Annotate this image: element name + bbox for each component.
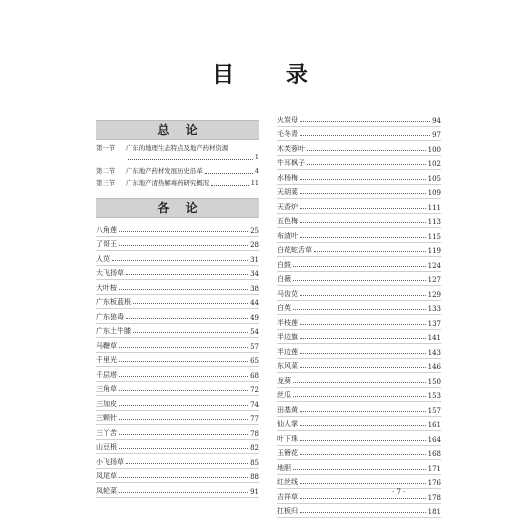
entry-name: 白花蛇舌草: [277, 246, 312, 254]
leader-dots: [119, 231, 248, 232]
toc-entry[interactable]: [96, 469, 259, 484]
entry-page: 127: [427, 276, 441, 284]
entry-page: 133: [427, 305, 441, 313]
entry-page: 28: [250, 241, 259, 249]
entry-page: 57: [250, 342, 259, 351]
toc-entry[interactable]: [277, 243, 441, 258]
entry-page: 150: [427, 377, 441, 386]
entry-name: 半边莲: [277, 347, 298, 356]
leader-dots: [293, 266, 426, 267]
entry-name: 毛冬青: [277, 130, 298, 138]
entry-page: 111: [427, 203, 441, 212]
toc-entry[interactable]: [96, 411, 259, 426]
leader-dots: [119, 448, 248, 449]
right-entry-list: [277, 112, 441, 518]
toc-entry[interactable]: [277, 431, 441, 446]
entry-name: 三颗针: [96, 414, 117, 422]
leader-dots: [300, 483, 426, 484]
entry-name: 大叶桉: [96, 283, 117, 292]
entry-name: 龙葵: [277, 376, 291, 385]
toc-entry[interactable]: [96, 454, 259, 469]
leader-dots: [307, 150, 426, 151]
leader-dots: [128, 159, 253, 160]
toc-entry[interactable]: [277, 127, 441, 142]
entry-page: 171: [427, 464, 441, 473]
chapter-page: 11: [250, 179, 259, 187]
entry-page: 82: [250, 444, 259, 452]
page-title: 目 录: [212, 63, 330, 88]
entry-page: 168: [427, 450, 441, 458]
entry-page: 72: [250, 386, 259, 394]
toc-entry[interactable]: [277, 388, 441, 403]
toc-entry[interactable]: [277, 286, 441, 301]
toc-entry[interactable]: [96, 251, 259, 266]
leader-dots: [211, 185, 249, 186]
leader-dots: [126, 318, 248, 319]
leader-dots: [300, 338, 426, 339]
entry-name: 人苋: [96, 254, 110, 263]
entry-page: 88: [250, 473, 259, 481]
toc-entry[interactable]: [96, 396, 259, 411]
entry-name: 布渣叶: [277, 231, 298, 240]
toc-entry[interactable]: [277, 214, 441, 229]
left-entry-list: [96, 222, 259, 498]
leader-dots: [300, 454, 426, 455]
toc-entry[interactable]: [96, 237, 259, 252]
chapter-number: 第三节: [96, 179, 116, 187]
entry-page: 54: [250, 328, 259, 336]
entry-page: 85: [250, 458, 259, 467]
leader-dots: [119, 245, 248, 246]
leader-dots: [300, 135, 430, 136]
entry-name: 地胆: [277, 463, 291, 472]
leader-dots: [300, 237, 426, 238]
toc-entry[interactable]: [277, 475, 441, 490]
leader-dots: [119, 419, 248, 420]
toc-entry[interactable]: [277, 185, 441, 200]
entry-name: 田基黄: [277, 405, 298, 414]
entry-name: 仙人掌: [277, 420, 298, 428]
entry-name: 半边旗: [277, 333, 298, 341]
entry-name: 天胡荽: [277, 188, 298, 196]
entry-page: 49: [250, 313, 259, 322]
chapter-item[interactable]: [96, 144, 259, 153]
chapter-list: [96, 144, 259, 188]
toc-entry[interactable]: [277, 156, 441, 171]
leader-dots: [205, 173, 253, 174]
leader-dots: [300, 353, 426, 354]
entry-page: 124: [427, 261, 441, 270]
entry-page: 105: [427, 174, 441, 183]
entry-page: 74: [250, 400, 259, 409]
entry-page: 161: [427, 421, 441, 429]
toc-entry[interactable]: [96, 367, 259, 382]
entry-name: 红丝线: [277, 478, 298, 486]
entry-page: 137: [427, 319, 441, 328]
leader-dots: [119, 376, 248, 377]
entry-page: 91: [250, 487, 259, 496]
entry-page: 77: [250, 415, 259, 423]
leader-dots: [300, 295, 426, 296]
entry-name: 小飞扬草: [96, 457, 124, 466]
chapter-title: 广东地产清热解毒药研究概况: [126, 179, 210, 187]
chapter-title: 广东的地理生态特点及地产药材资源: [126, 144, 229, 152]
toc-entry[interactable]: [277, 489, 441, 504]
entry-name: 白鼓: [277, 260, 291, 269]
leader-dots: [300, 179, 426, 180]
leader-dots: [300, 121, 430, 122]
section-heading-details: 各 论: [96, 198, 259, 218]
toc-entry[interactable]: [277, 112, 441, 127]
toc-entry[interactable]: [277, 141, 441, 156]
entry-page: 146: [427, 363, 441, 371]
entry-name: 东风菜: [277, 362, 298, 370]
entry-name: 扛板归: [277, 507, 298, 515]
chapter-page: 4: [254, 167, 259, 175]
left-column: [96, 120, 259, 498]
entry-name: 凤轮菜: [96, 486, 117, 495]
leader-dots: [300, 440, 426, 441]
entry-name: 八角莲: [96, 225, 117, 234]
entry-name: 广东板蓝根: [96, 298, 131, 306]
page-number: · 7 ·: [392, 488, 406, 496]
chapter-number: 第一节: [96, 144, 116, 152]
toc-entry[interactable]: [96, 483, 259, 498]
toc-entry[interactable]: [96, 382, 259, 397]
entry-name: 叶下珠: [277, 434, 298, 443]
entry-page: 181: [427, 508, 441, 516]
leader-dots: [300, 208, 426, 209]
leader-dots: [300, 512, 426, 513]
toc-entry[interactable]: [96, 280, 259, 295]
toc-entry[interactable]: [96, 338, 259, 353]
entry-name: 水杨梅: [277, 173, 298, 182]
entry-page: 25: [250, 226, 259, 235]
entry-page: 68: [250, 371, 259, 380]
chapter-leader: [96, 153, 259, 162]
entry-name: 千层塔: [96, 370, 117, 379]
entry-name: 千里光: [96, 356, 117, 364]
entry-page: 143: [427, 348, 441, 357]
leader-dots: [300, 498, 426, 499]
toc-entry[interactable]: [277, 228, 441, 243]
leader-dots: [307, 164, 426, 165]
entry-name: 白薇: [277, 275, 291, 283]
leader-dots: [314, 251, 426, 252]
toc-entry[interactable]: [277, 373, 441, 388]
entry-page: 38: [250, 284, 259, 293]
toc-entry[interactable]: [277, 344, 441, 359]
leader-dots: [293, 382, 426, 383]
section-heading-overview: 总 论: [96, 120, 259, 140]
leader-dots: [300, 411, 426, 412]
entry-name: 天香炉: [277, 202, 298, 211]
toc-entry[interactable]: [277, 272, 441, 287]
leader-dots: [300, 425, 426, 426]
entry-name: 牛耳枫子: [277, 159, 305, 167]
entry-name: 马鞭草: [96, 341, 117, 350]
entry-name: 吉祥草: [277, 492, 298, 501]
leader-dots: [293, 396, 426, 397]
leader-dots: [119, 492, 248, 493]
entry-name: 三角草: [96, 385, 117, 393]
toc-entry[interactable]: [277, 402, 441, 417]
entry-name: 山豆根: [96, 443, 117, 451]
leader-dots: [112, 260, 248, 261]
leader-dots: [119, 361, 248, 362]
entry-page: 100: [427, 145, 441, 154]
leader-dots: [133, 332, 248, 333]
entry-name: 五色梅: [277, 217, 298, 225]
entry-name: 丝瓜: [277, 391, 291, 399]
toc-entry[interactable]: [277, 315, 441, 330]
leader-dots: [300, 222, 426, 223]
toc-entry[interactable]: [96, 425, 259, 440]
entry-page: 109: [427, 189, 441, 197]
entry-page: 78: [250, 429, 259, 438]
entry-name: 凤尾草: [96, 472, 117, 480]
toc-entry[interactable]: [96, 309, 259, 324]
toc-entry[interactable]: [96, 222, 259, 237]
leader-dots: [300, 367, 426, 368]
entry-page: 176: [427, 479, 441, 487]
toc-entry[interactable]: [277, 417, 441, 432]
entry-page: 178: [427, 493, 441, 502]
toc-entry[interactable]: [277, 257, 441, 272]
entry-page: 34: [250, 270, 259, 278]
leader-dots: [119, 477, 248, 478]
toc-entry[interactable]: [277, 199, 441, 214]
entry-name: 半枝莲: [277, 318, 298, 327]
entry-page: 153: [427, 392, 441, 400]
leader-dots: [119, 434, 248, 435]
toc-entry[interactable]: [96, 440, 259, 455]
entry-page: 141: [427, 334, 441, 342]
chapter-title: 广东地产药材发展历史沿革: [126, 167, 203, 175]
leader-dots: [119, 347, 248, 348]
leader-dots: [119, 390, 248, 391]
entry-page: 113: [427, 218, 441, 226]
entry-page: 97: [432, 131, 441, 139]
chapter-page: 1: [254, 153, 259, 161]
leader-dots: [300, 193, 426, 194]
leader-dots: [126, 463, 248, 464]
entry-page: 164: [427, 435, 441, 444]
entry-page: 31: [250, 255, 259, 264]
chapter-item[interactable]: [96, 167, 259, 176]
entry-name: 了哥王: [96, 240, 117, 248]
toc-entry[interactable]: [277, 460, 441, 475]
toc-entry[interactable]: [277, 170, 441, 185]
leader-dots: [119, 289, 248, 290]
toc-entry[interactable]: [96, 266, 259, 281]
entry-page: 94: [432, 116, 441, 125]
toc-entry[interactable]: [96, 324, 259, 339]
entry-name: 马齿苋: [277, 289, 298, 298]
entry-name: 广东狼毒: [96, 312, 124, 321]
entry-name: 大飞扬草: [96, 269, 124, 277]
leader-dots: [293, 469, 426, 470]
leader-dots: [293, 280, 426, 281]
chapter-number: 第二节: [96, 167, 116, 175]
entry-page: 102: [427, 160, 441, 168]
entry-name: 三加皮: [96, 399, 117, 408]
chapter-item[interactable]: [96, 179, 259, 188]
toc-entry[interactable]: [96, 353, 259, 368]
entry-name: 广东土牛膝: [96, 327, 131, 335]
entry-page: 65: [250, 357, 259, 365]
toc-entry[interactable]: [277, 446, 441, 461]
leader-dots: [119, 405, 248, 406]
entry-page: 115: [427, 232, 441, 241]
entry-name: 玉簪花: [277, 449, 298, 457]
leader-dots: [293, 309, 426, 310]
toc-entry[interactable]: [277, 330, 441, 345]
entry-name: 木芙蓉叶: [277, 144, 305, 153]
toc-entry[interactable]: [277, 359, 441, 374]
entry-name: 白英: [277, 304, 291, 312]
leader-dots: [133, 303, 248, 304]
entry-page: 129: [427, 290, 441, 299]
entry-name: 火炭母: [277, 115, 298, 124]
entry-page: 157: [427, 406, 441, 415]
toc-entry[interactable]: [277, 504, 441, 519]
toc-entry[interactable]: [277, 301, 441, 316]
entry-page: 119: [427, 247, 441, 255]
leader-dots: [300, 324, 426, 325]
entry-page: 44: [250, 299, 259, 307]
leader-dots: [126, 274, 248, 275]
toc-entry[interactable]: [96, 295, 259, 310]
entry-name: 三丫苦: [96, 428, 117, 437]
